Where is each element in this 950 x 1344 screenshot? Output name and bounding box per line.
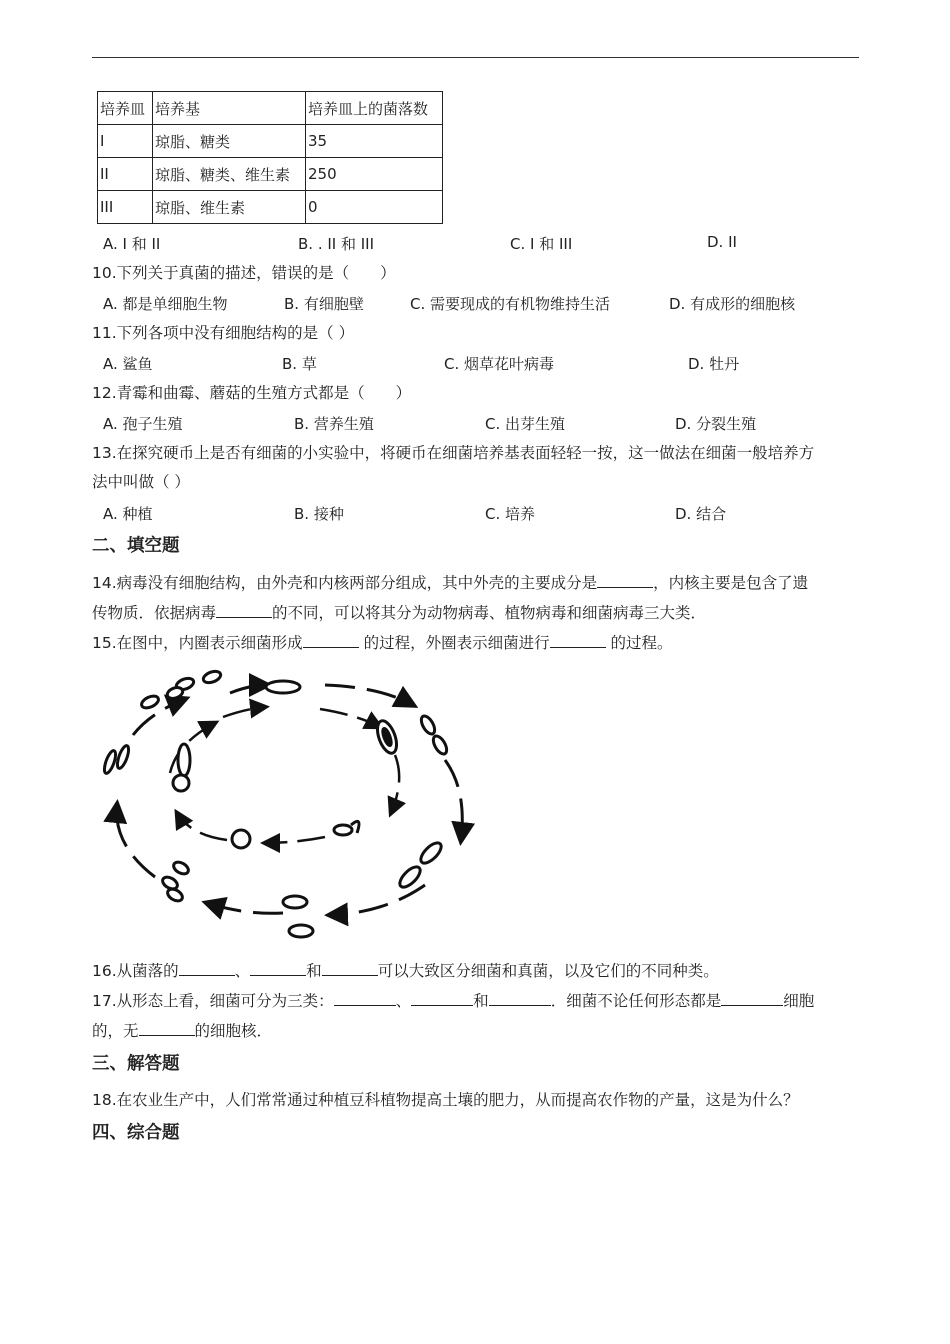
q9-option-c: C. I 和 III	[510, 235, 573, 253]
q10-option-c: C. 需要现成的有机物维持生活	[410, 295, 611, 313]
q16-text: 16.从菌落的	[92, 962, 179, 980]
table-cell: 琼脂、糖类	[153, 125, 306, 158]
q12-option-b: B. 营养生殖	[294, 415, 374, 433]
q11-option-b: B. 草	[282, 355, 317, 373]
bacteria-cells	[102, 669, 449, 937]
q14-text: 的不同，可以将其分为动物病毒、植物病毒和细菌病毒三大类．	[272, 604, 707, 622]
table-cell: II	[98, 158, 153, 191]
table-cell: III	[98, 191, 153, 224]
q13-stem-line1: 13.在探究硬币上是否有细菌的小实验中，将硬币在细菌培养基表面轻轻一按，这一做法在细菌一般培养方	[92, 444, 815, 462]
answer-blank[interactable]	[250, 960, 306, 976]
table-cell: 250	[306, 158, 443, 191]
q10-option-a: A. 都是单细胞生物	[103, 295, 228, 313]
q17-text: 和	[473, 992, 489, 1010]
q17-text: 的，无	[92, 1022, 139, 1040]
q12-option-d: D. 分裂生殖	[675, 415, 757, 433]
q14-line2	[92, 602, 706, 623]
q11-option-d: D. 牡丹	[688, 355, 740, 373]
q17-text: 17.从形态上看，细菌可分为三类：	[92, 992, 334, 1010]
q14-text: 14.病毒没有细胞结构，由外壳和内核两部分组成，其中外壳的主要成分是	[92, 574, 598, 592]
answer-blank[interactable]	[139, 1020, 195, 1036]
q13-option-b: B. 接种	[294, 505, 344, 523]
section-title-fill-in: 二、填空题	[92, 536, 180, 556]
section-title-comprehensive: 四、综合题	[92, 1123, 180, 1143]
q15-text: 的过程，外圈表示细菌进行	[358, 634, 550, 652]
q16-text: 、	[234, 962, 251, 980]
table-header-cell: 培养皿	[98, 92, 153, 125]
q14-text: ，内核主要是包含了遗	[653, 574, 809, 592]
q13-stem-line2: 法中叫做（ ）	[92, 473, 190, 491]
q17-text: 的细胞核．	[194, 1022, 273, 1040]
answer-blank[interactable]	[216, 602, 272, 618]
answer-blank[interactable]	[411, 990, 473, 1006]
table-row	[98, 158, 443, 191]
q18-stem: 18.在农业生产中，人们常常通过种植豆科植物提高土壤的肥力，从而提高农作物的产量，这是为什么？	[92, 1091, 799, 1109]
q10-option-d: D. 有成形的细胞核	[669, 295, 796, 313]
table-header-row	[98, 92, 443, 125]
answer-blank[interactable]	[550, 632, 606, 648]
answer-blank[interactable]	[303, 632, 359, 648]
answer-blank[interactable]	[597, 572, 653, 588]
q13-option-d: D. 结合	[675, 505, 727, 523]
table-cell: 0	[306, 191, 443, 224]
table-row	[98, 191, 443, 224]
q10-stem: 10.下列关于真菌的描述，错误的是（ ）	[92, 264, 396, 282]
q11-option-a: A. 鲨鱼	[103, 355, 153, 373]
answer-blank[interactable]	[489, 990, 551, 1006]
bacteria-cycle-diagram	[95, 665, 475, 950]
q9-option-d: D. II	[707, 233, 737, 251]
table-cell: I	[98, 125, 153, 158]
table-row	[98, 125, 443, 158]
q17-line2	[92, 1020, 272, 1041]
q17-text: 细胞	[783, 992, 815, 1010]
answer-blank[interactable]	[334, 990, 396, 1006]
answer-blank[interactable]	[721, 990, 783, 1006]
bacterium-shape	[266, 681, 300, 693]
q12-option-a: A. 孢子生殖	[103, 415, 183, 433]
q11-stem: 11.下列各项中没有细胞结构的是（ ）	[92, 324, 355, 342]
q12-option-c: C. 出芽生殖	[485, 415, 566, 433]
q10-option-b: B. 有细胞壁	[284, 295, 364, 313]
q16-text: 和	[306, 962, 322, 980]
table-header-cell: 培养基	[153, 92, 306, 125]
q17-text: 、	[395, 992, 412, 1010]
table-cell: 琼脂、糖类、维生素	[153, 158, 306, 191]
answer-blank[interactable]	[322, 960, 378, 976]
q13-option-a: A. 种植	[103, 505, 153, 523]
q15-text: 15.在图中，内圈表示细菌形成	[92, 634, 303, 652]
table-cell: 琼脂、维生素	[153, 191, 306, 224]
q9-option-b: B. . II 和 III	[298, 235, 375, 253]
section-title-answer: 三、解答题	[92, 1054, 180, 1074]
q15-line	[92, 632, 673, 653]
q17-line1	[92, 990, 814, 1011]
q17-text: ．细菌不论任何形态都是	[550, 992, 722, 1010]
q9-option-a: A. I 和 II	[103, 235, 161, 253]
q14-text: 传物质．依据病毒	[92, 604, 217, 622]
culture-table	[97, 91, 443, 224]
q16-text: 可以大致区分细菌和真菌，以及它们的不同种类。	[377, 962, 719, 980]
table-cell: 35	[306, 125, 443, 158]
q12-stem: 12.青霉和曲霉、蘑菇的生殖方式都是（ ）	[92, 384, 412, 402]
answer-blank[interactable]	[179, 960, 235, 976]
inner-cycle-arrows	[170, 707, 399, 843]
q15-text: 的过程。	[605, 634, 673, 652]
table-header-cell: 培养皿上的菌落数	[306, 92, 443, 125]
q13-option-c: C. 培养	[485, 505, 536, 523]
q16-line	[92, 960, 719, 981]
header-rule	[92, 57, 859, 58]
q11-option-c: C. 烟草花叶病毒	[444, 355, 555, 373]
q14-line1	[92, 572, 808, 593]
